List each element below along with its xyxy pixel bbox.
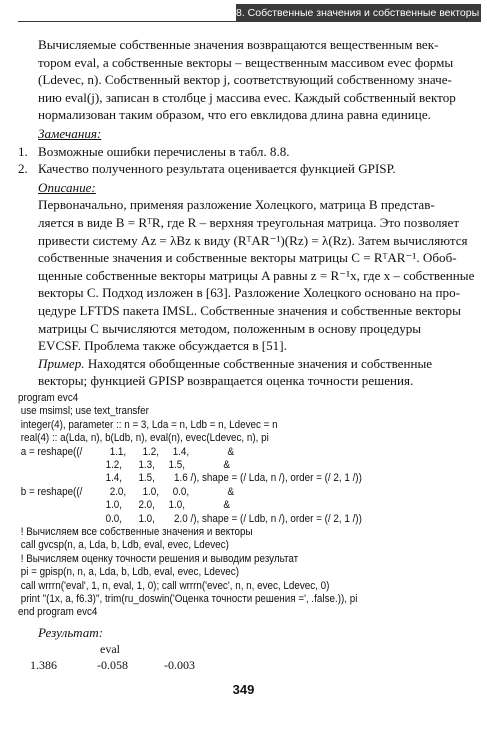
- text-line: векторы; функцией GPISP возвращается оценка точности решения.: [38, 373, 414, 389]
- code-line: ! Вычисляем оценку точности решения и выводим результат: [18, 552, 299, 565]
- text-line: (Ldevec, n). Собственный вектор j, соответствующий собственному значе-: [38, 72, 452, 88]
- code-line: integer(4), parameter :: n = 3, Lda = n, Ldb = n, Ldevec = n: [18, 418, 278, 431]
- code-line: 0.0, 1.0, 2.0 /), shape = (/ Ldb, n /), order = (/ 2, 1 /)): [18, 512, 362, 525]
- remarks-heading: Замечания:: [38, 125, 102, 141]
- result-value: -0.058: [97, 658, 128, 673]
- paragraph-example: [18, 355, 476, 390]
- header-rule: [18, 21, 481, 22]
- paragraph-description: [18, 196, 476, 354]
- list-text: Возможные ошибки перечислены в табл. 8.8.: [38, 143, 290, 159]
- list-item: [18, 143, 476, 161]
- example-text: Находятся обобщенные собственные значения и собственные: [84, 355, 433, 371]
- text-line: Вычисляемые собственные значения возвращаются вещественным век-: [38, 37, 439, 52]
- result-value: -0.003: [164, 658, 195, 673]
- page-number: 349: [232, 682, 255, 697]
- result-column-header: eval: [100, 642, 120, 657]
- text-line: щенные собственные векторы матрицы A равны z = R⁻¹x, где x – собственные: [38, 267, 475, 283]
- text-line: нию eval(j), записан в столбце j массива evec. Каждый собственный вектор: [38, 89, 456, 105]
- list-number: 2.: [18, 161, 28, 177]
- code-line: b = reshape((/ 2.0, 1.0, 0.0, &: [18, 485, 235, 498]
- code-line: pi = gpisp(n, n, a, Lda, b, Ldb, eval, evec, Ldevec): [18, 566, 239, 579]
- text-line: Первоначально, применяя разложение Холецкого, матрица B представ-: [38, 197, 435, 213]
- list-text: Качество полученного результата оценивается функцией GPISP.: [38, 161, 396, 177]
- text-line: векторы C. Подход изложен в [63]. Разложение Холецкого основано на про-: [38, 285, 460, 301]
- list-number: 1.: [18, 143, 28, 159]
- example-label: Пример.: [38, 355, 85, 371]
- code-line: use msimsl; use text_transfer: [18, 405, 149, 418]
- text-line: EVCSF. Проблема также обсуждается в [51].: [38, 338, 287, 354]
- paragraph-eigen-output: [18, 36, 476, 124]
- remarks-list: [18, 143, 476, 178]
- text-line: собственные значения и собственные векторы матрицы C = RᵀAR⁻¹. Обоб-: [38, 250, 457, 266]
- code-line: call gvcsp(n, a, Lda, b, Ldb, eval, evec, Ldevec): [18, 539, 229, 552]
- result-value: 1.386: [30, 658, 57, 673]
- code-line: program evc4: [18, 391, 79, 404]
- code-line: end program evc4: [18, 606, 98, 619]
- running-header: 8. Собственные значения и собственные векторы: [236, 4, 481, 22]
- text-line: [18, 355, 476, 373]
- text-line: ляется в виде B = RᵀR, где R – верхняя треугольная матрица. Это позволяет: [38, 214, 460, 230]
- result-heading: Результат:: [38, 624, 104, 640]
- list-item: [18, 160, 476, 178]
- text-line: привести систему Az = λBz к виду (RᵀAR⁻¹)(Rz) = λ(Rz). Затем вычисляются: [38, 232, 468, 248]
- code-line: 1.4, 1.5, 1.6 /), shape = (/ Lda, n /), order = (/ 2, 1 /)): [18, 472, 362, 485]
- code-line: 1.0, 2.0, 1.0, &: [18, 499, 230, 512]
- code-line: print "(1x, a, f6.3)", trim(ru_doswin('Оценка точности решения =', .false.)), pi: [18, 592, 358, 605]
- description-heading: Описание:: [38, 179, 96, 195]
- code-line: 1.2, 1.3, 1.5, &: [18, 458, 230, 471]
- page-body: [18, 36, 476, 673]
- code-listing: [18, 392, 483, 620]
- text-line: нормализован таким образом, что его евклидова длина равна единице.: [38, 107, 431, 123]
- code-line: ! Вычисляем все собственные значения и векторы: [18, 525, 253, 538]
- code-line: call wrrrn('eval', 1, n, eval, 1, 0); call wrrrn('evec', n, n, evec, Ldevec, 0): [18, 579, 330, 592]
- code-line: real(4) :: a(Lda, n), b(Ldb, n), eval(n), evec(Ldevec, n), pi: [18, 432, 269, 445]
- code-line: a = reshape((/ 1.1, 1.2, 1.4, &: [18, 445, 235, 458]
- text-line: матрицы C вычисляются методом, положенным в основу процедуры: [38, 320, 422, 336]
- result-values-row: [18, 657, 476, 673]
- text-line: тором eval, а собственные векторы – вещественным массивом evec формы: [38, 54, 454, 70]
- text-line: цедуре LFTDS пакета IMSL. Собственные значения и собственные векторы: [38, 302, 461, 318]
